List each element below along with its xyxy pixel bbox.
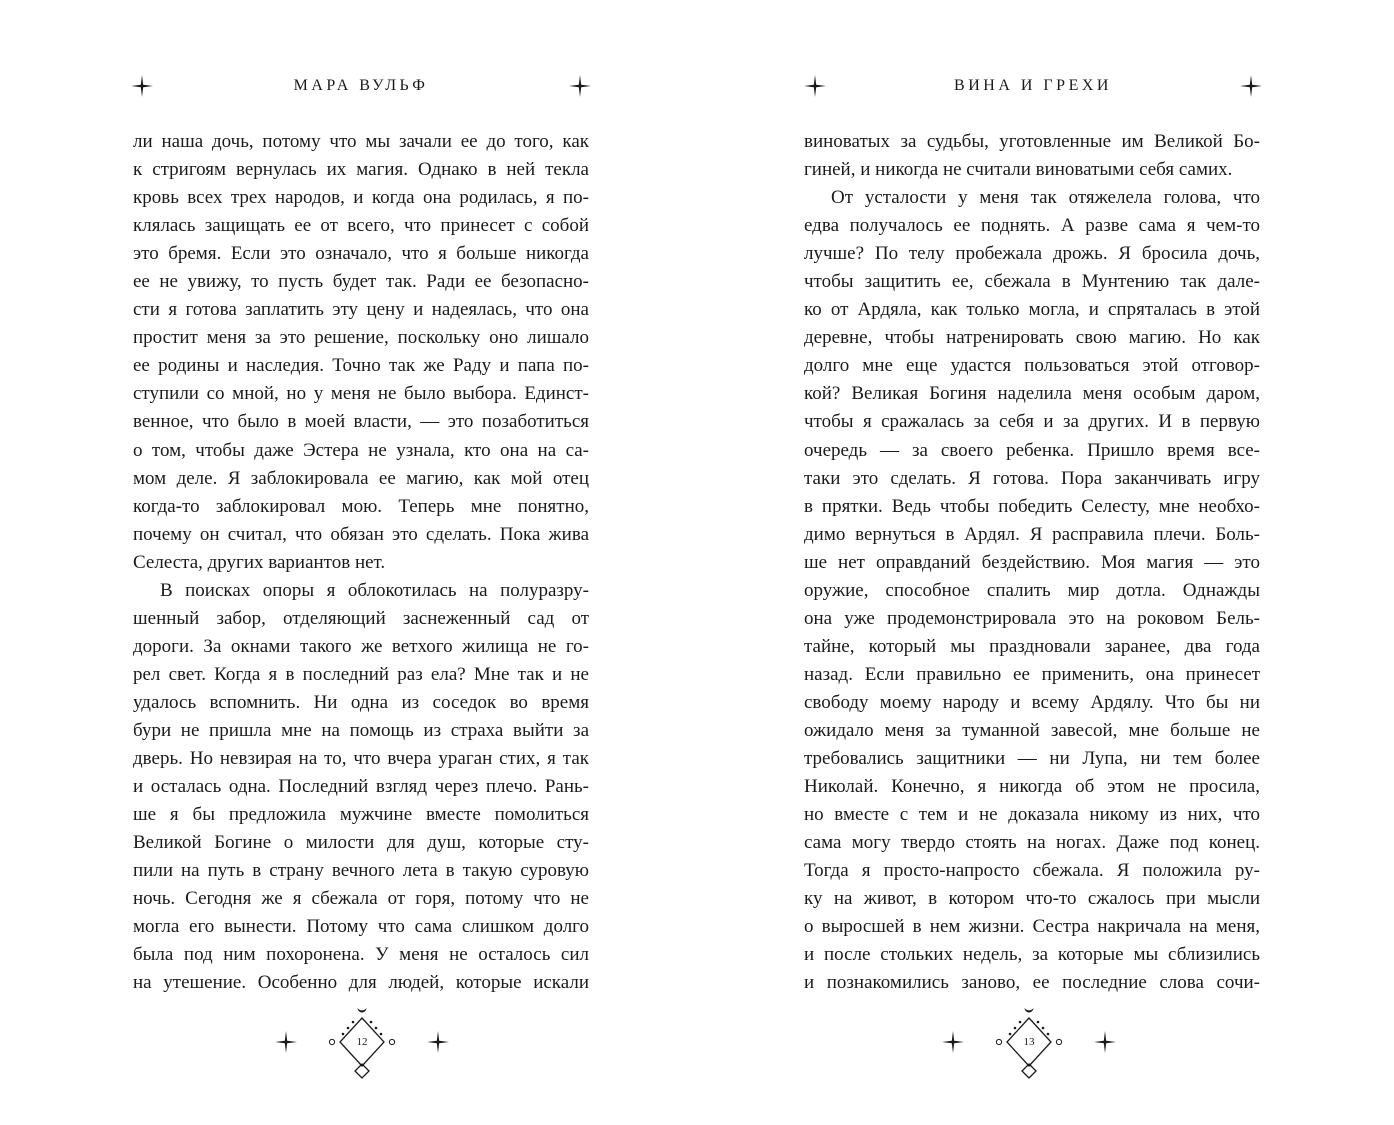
text-line: и после стольких недель, за которые мы сблизились xyxy=(804,944,1260,966)
text-line: Великой Богине о милости для душ, которые сту- xyxy=(133,832,589,854)
text-line: димо вернуться в Ардял. Я расправила плечи. Боль- xyxy=(804,523,1260,545)
text-line: тайне, который мы праздновали заранее, два года xyxy=(804,635,1260,657)
text-line: От усталости у меня так отяжелела голова, что xyxy=(831,187,1260,209)
text-line: это бремя. Если это означало, что я больше никогда xyxy=(133,243,589,265)
text-line: венное, что было в моей власти, — это позаботиться xyxy=(133,411,589,433)
text-line: шенный забор, отделяющий заснеженный сад от xyxy=(133,607,589,629)
text-line: ко от Ардяла, как только могла, и спряталась в этой xyxy=(804,299,1260,321)
text-line: таки это сделать. Я готова. Пора заканчивать игру xyxy=(804,467,1260,489)
text-line: она уже продемонстрировала это на роковом Бель- xyxy=(804,607,1260,629)
text-line: почему он считал, что обязан это сделать. Пока жива xyxy=(133,523,589,545)
text-line: когда-то заблокировал мою. Теперь мне понятно, xyxy=(133,495,589,517)
text-line: едва получалось ее поднять. А разве сама я чем-то xyxy=(804,215,1260,237)
sparkle-icon xyxy=(1239,74,1263,98)
text-line: о том, чтобы даже Эстера не узнала, кто она на са- xyxy=(133,439,589,461)
sparkle-icon xyxy=(274,1030,298,1054)
sparkle-icon xyxy=(941,1030,965,1054)
text-line: ше я бы предложила мужчине вместе помолиться xyxy=(133,804,589,826)
body-text xyxy=(804,128,1260,997)
text-line: бури не пришла мне на помощь из страха выйти за xyxy=(133,719,589,741)
text-line: виноватых за судьбы, уготовленные им Великой Бо- xyxy=(804,131,1260,152)
page-footer xyxy=(270,1004,454,1082)
text-line: ше нет оправданий бездействию. Моя магия — это xyxy=(804,551,1260,573)
text-line: о выросшей в нем жизни. Сестра накричала на меня, xyxy=(804,916,1260,938)
text-line: лучше? По телу пробежала дрожь. Я бросила дочь, xyxy=(804,243,1260,265)
text-line: ли наша дочь, потому что мы зачали ее до того, как xyxy=(133,131,589,152)
text-line: ку на живот, в котором что-то сжалось при мысли xyxy=(804,888,1260,910)
header-title: МАРА ВУЛЬФ xyxy=(293,77,429,94)
running-header xyxy=(130,70,592,102)
text-line: деревне, чтобы натренировать свою магию. Но как xyxy=(804,327,1260,349)
text-line: ступили со мной, но у меня не было выбора. Единст- xyxy=(133,383,589,405)
text-line: чтобы защитить ее, сбежала в Мунтению так дале- xyxy=(804,271,1260,293)
text-line: Селеста, других вариантов нет. xyxy=(133,551,386,573)
text-line: ее родины и наследия. Точно так же Раду и папа по- xyxy=(133,355,589,377)
text-line: чтобы я сражалась за себя и за других. И в первую xyxy=(804,411,1260,433)
text-line: простит меня за это решение, поскольку оно лишало xyxy=(133,327,589,349)
text-line: оружие, способное спалить мир дотла. Однажды xyxy=(804,579,1260,601)
running-header xyxy=(803,70,1263,102)
text-line: на утешение. Особенно для людей, которые искали xyxy=(133,972,589,994)
text-line: требовались защитники — ни Лупа, ни тем более xyxy=(804,748,1260,770)
page-footer xyxy=(937,1004,1121,1082)
text-line: гиней, и никогда не считали виноватыми себя самих. xyxy=(804,159,1233,181)
sparkle-icon xyxy=(1093,1030,1117,1054)
text-line: была под ним похоронена. У меня не осталось сил xyxy=(133,944,589,966)
text-line: могла его вынести. Потому что сама слишком долго xyxy=(133,916,589,938)
text-line: дороги. За окнами такого же ветхого жилища не го- xyxy=(133,635,589,657)
text-line: и познакомились заново, ее последние слова сочи- xyxy=(804,972,1260,994)
text-line: в прятки. Ведь чтобы победить Селесту, мне необхо- xyxy=(804,495,1260,517)
right-page xyxy=(697,0,1394,1125)
text-line: пили на путь в страну вечного лета в такую суровую xyxy=(133,860,589,882)
page-number: 13 xyxy=(1023,1036,1035,1048)
text-line: кровь всех трех народов, и когда она родилась, я по- xyxy=(133,187,589,209)
text-line: сама могу твердо стоять на ногах. Даже под конец. xyxy=(804,832,1260,854)
text-line: мом деле. Я заблокировала ее магию, как мой отец xyxy=(133,467,589,489)
body-text xyxy=(133,128,589,997)
text-line: ожидало меня за туманной завесой, мне больше не xyxy=(804,719,1260,741)
text-line: ее не увижу, то пусть будет так. Ради ее безопасно- xyxy=(133,271,589,293)
text-line: к стригоям вернулась их магия. Однако в ней текла xyxy=(133,159,589,181)
text-line: очередь — за своего ребенка. Пришло время все- xyxy=(804,439,1260,461)
text-line: В поисках опоры я облокотилась на полуразру- xyxy=(160,579,589,601)
text-line: назад. Если правильно ее применить, она принесет xyxy=(804,663,1260,685)
sparkle-icon xyxy=(426,1030,450,1054)
page-number: 12 xyxy=(356,1036,368,1048)
text-line: дверь. Но невзирая на то, что вчера ураган стих, я так xyxy=(133,748,589,770)
text-line: и осталась одна. Последний взгляд через плечо. Рань- xyxy=(133,776,589,798)
text-line: рел свет. Когда я в последний раз ела? Мне так и не xyxy=(133,663,589,685)
text-line: долго мне еще удастся пользоваться этой отговор- xyxy=(804,355,1260,377)
header-title: ВИНА И ГРЕХИ xyxy=(954,77,1112,94)
sparkle-icon xyxy=(568,74,592,98)
text-line: но вместе с тем и не доказала никому из них, что xyxy=(804,804,1260,826)
text-line: сти я готова заплатить эту цену и надеялась, что она xyxy=(133,299,589,321)
text-line: Николай. Конечно, я никогда об этом не просила, xyxy=(804,776,1260,798)
text-line: кой? Великая Богиня наделила меня особым даром, xyxy=(804,383,1260,405)
text-line: удалось вспомнить. Ни одна из соседок во время xyxy=(133,691,589,713)
text-line: клялась защищать ее от всего, что принесет с собой xyxy=(133,215,589,237)
text-line: свободу моему народу и всему Ардялу. Что бы ни xyxy=(804,691,1260,713)
text-line: Тогда я просто-напросто сбежала. Я положила ру- xyxy=(804,860,1260,882)
text-line: ночь. Сегодня же я сбежала от горя, потому что не xyxy=(133,888,589,910)
